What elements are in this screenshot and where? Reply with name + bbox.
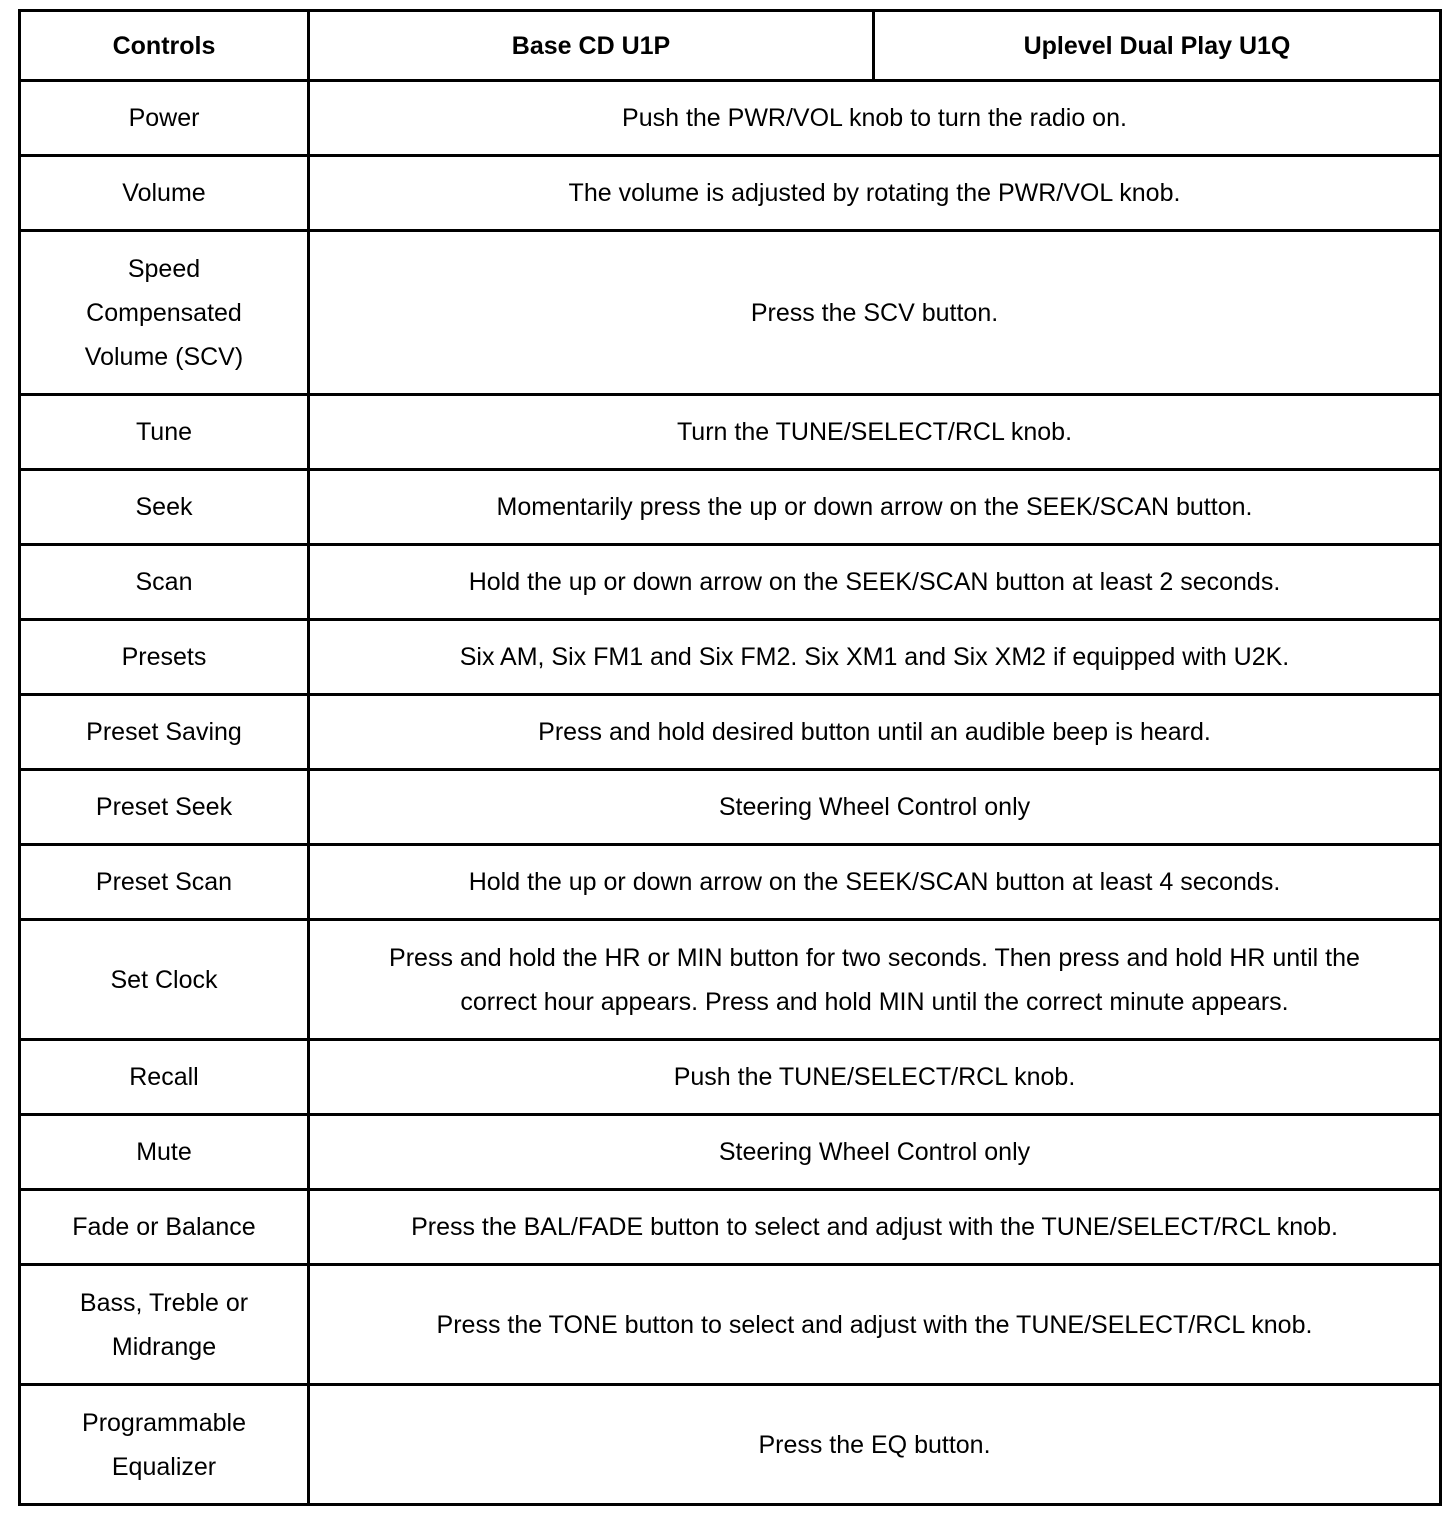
control-name: Seek [20, 470, 309, 545]
control-name: Programmable Equalizer [20, 1385, 309, 1505]
table-row [20, 845, 1441, 920]
control-name: Scan [20, 545, 309, 620]
control-name: Speed Compensated Volume (SCV) [20, 231, 309, 395]
table-row [20, 1040, 1441, 1115]
control-description: Press the BAL/FADE button to select and adjust with the TUNE/SELECT/RCL knob. [309, 1190, 1441, 1265]
table-row [20, 395, 1441, 470]
control-description: Hold the up or down arrow on the SEEK/SCAN button at least 2 seconds. [309, 545, 1441, 620]
control-name: Preset Scan [20, 845, 309, 920]
control-description: Momentarily press the up or down arrow on the SEEK/SCAN button. [309, 470, 1441, 545]
table-row [20, 1385, 1441, 1505]
control-name: Bass, Treble or Midrange [20, 1265, 309, 1385]
control-description: Hold the up or down arrow on the SEEK/SCAN button at least 4 seconds. [309, 845, 1441, 920]
control-description: Turn the TUNE/SELECT/RCL knob. [309, 395, 1441, 470]
control-description: Six AM, Six FM1 and Six FM2. Six XM1 and Six XM2 if equipped with U2K. [309, 620, 1441, 695]
control-name: Set Clock [20, 920, 309, 1040]
table-row [20, 1115, 1441, 1190]
control-description: The volume is adjusted by rotating the PWR/VOL knob. [309, 156, 1441, 231]
header-controls: Controls [20, 11, 309, 81]
control-name: Preset Saving [20, 695, 309, 770]
table-row [20, 81, 1441, 156]
control-description: Push the TUNE/SELECT/RCL knob. [309, 1040, 1441, 1115]
table-row [20, 231, 1441, 395]
control-description: Push the PWR/VOL knob to turn the radio on. [309, 81, 1441, 156]
control-description: Press and hold desired button until an audible beep is heard. [309, 695, 1441, 770]
control-name: Volume [20, 156, 309, 231]
table-row [20, 1265, 1441, 1385]
control-description: Press the TONE button to select and adjust with the TUNE/SELECT/RCL knob. [309, 1265, 1441, 1385]
table-row [20, 156, 1441, 231]
control-description: Press the SCV button. [309, 231, 1441, 395]
header-row [20, 11, 1441, 81]
table-row [20, 545, 1441, 620]
control-name: Tune [20, 395, 309, 470]
radio-controls-table [18, 9, 1442, 1506]
control-name: Presets [20, 620, 309, 695]
header-base-cd: Base CD U1P [309, 11, 874, 81]
control-name: Mute [20, 1115, 309, 1190]
control-description: Steering Wheel Control only [309, 1115, 1441, 1190]
control-description: Press and hold the HR or MIN button for two seconds. Then press and hold HR until the correct hour appears. Press and hold MIN until the correct minute appears. [309, 920, 1441, 1040]
header-uplevel-dual-play: Uplevel Dual Play U1Q [874, 11, 1441, 81]
table-row [20, 770, 1441, 845]
control-description: Steering Wheel Control only [309, 770, 1441, 845]
control-name: Recall [20, 1040, 309, 1115]
control-name: Power [20, 81, 309, 156]
table-row [20, 1190, 1441, 1265]
control-description: Press the EQ button. [309, 1385, 1441, 1505]
control-name: Fade or Balance [20, 1190, 309, 1265]
table-row [20, 470, 1441, 545]
table-row [20, 620, 1441, 695]
table-row [20, 920, 1441, 1040]
control-name: Preset Seek [20, 770, 309, 845]
table-row [20, 695, 1441, 770]
